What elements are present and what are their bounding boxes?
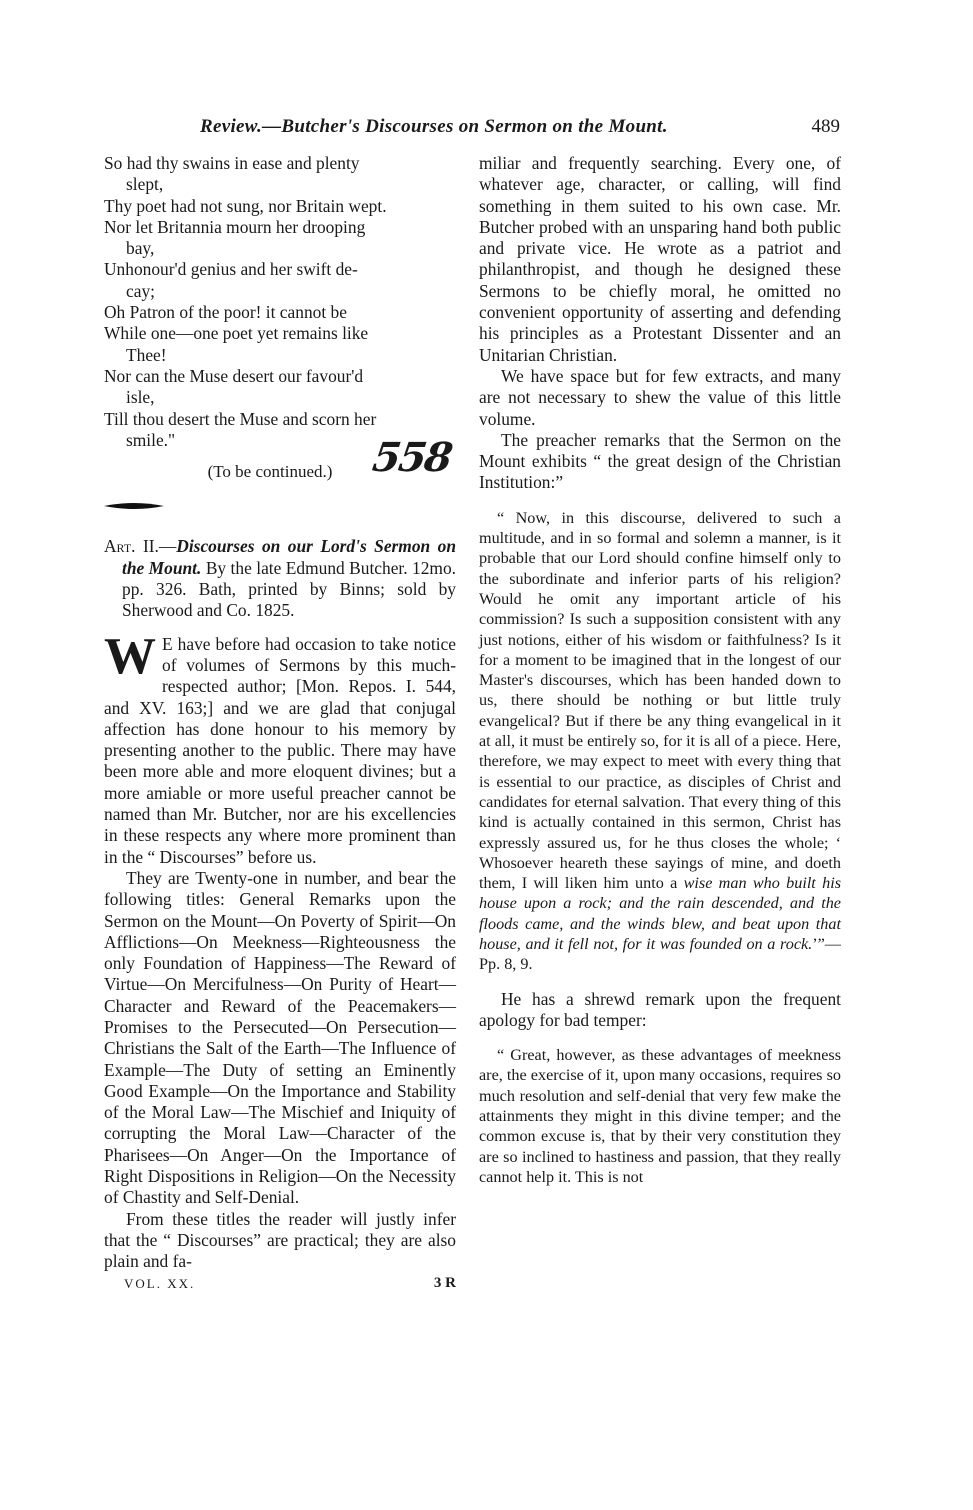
section-divider-ornament <box>104 501 164 511</box>
poem-line <box>104 323 456 366</box>
block-quote: “ Great, however, as these advantages of meekness are, the exercise of it, upon many occasions, requires so much resolution and self-denial that very few make the attainments they might in this divine temper; and the common excuse is, that by their very constitution they are so inclined to hastiness and passion, that they really cannot help it. This is not <box>479 1046 841 1186</box>
quote-text: “ Now, in this discourse, delivered to such a multitude, and in so formal and solemn a manner, is it probable that our Lord should confine himself only to the subordinate and inferior parts of his religion? Would he omit any important article of his commission? Is such a supposition consistent with any just notions, either of his wisdom or faithfulness? Is it for a moment to be imagined that in the longest of our Master's discourses, which has been handed down to us, there should be nothing or but little truly evangelical? But if there be any thing evangelical in it at all, it must be entirely so, for it is all of a piece. Here, therefore, we may expect to meet with every thing that is essential to our practice, as disciples of Christ and candidates for eternal salvation. That every thing of this kind is actually contained in this sermon, Christ has expressly assured us, for he thus closes the whole; ‘ Whosoever heareth these sayings of mine, and doeth them, I will liken him unto a <box>479 508 841 893</box>
poem-line-text: While one—one poet yet remains like <box>104 323 369 344</box>
signature-mark: 3 R <box>433 1274 456 1291</box>
poem-line-continuation: bay, <box>126 238 155 259</box>
right-column <box>479 153 841 1187</box>
quote-citation: ’”—Pp. 8, 9. <box>479 934 841 974</box>
poem-line-text: Oh Patron of the poor! it cannot be <box>104 302 347 323</box>
article-title: Discourses on our Lord's Sermon on the Mount. <box>122 536 456 578</box>
poem-line <box>104 302 456 323</box>
poem-line <box>104 259 456 302</box>
block-quote <box>479 508 841 975</box>
poem-line-text: Thy poet had not sung, nor Britain wept. <box>104 195 387 216</box>
handwritten-number: 558 <box>369 434 454 482</box>
poem-line-continuation: Thee! <box>126 344 167 365</box>
running-head-title: Review.—Butcher's Discourses on Sermon on the Mount. <box>200 116 668 137</box>
poem-line <box>104 153 456 196</box>
poem-line-continuation: cay; <box>126 280 155 301</box>
drop-cap: W <box>104 627 156 685</box>
page-number: 489 <box>811 116 840 137</box>
poem-line-text: Nor can the Muse desert our favour'd <box>104 365 364 386</box>
paragraph: He has a shrewd remark upon the frequent apology for bad temper: <box>479 988 841 1030</box>
paragraph: From these titles the reader will justly infer that the “ Discourses” are practical; they are also plain and fa- <box>104 1208 456 1272</box>
poem-line-continuation: isle, <box>126 387 155 408</box>
left-column <box>104 153 456 1295</box>
article-details: By the late Edmund Butcher. 12mo. pp. 326. Bath, printed by Binns; sold by Sherwood and Co. 1825. <box>122 557 456 621</box>
poem-line-continuation: slept, <box>126 174 164 195</box>
running-head <box>200 116 840 142</box>
paragraph: They are Twenty-one in number, and bear the following titles: General Remarks upon the Sermon on the Mount—On Poverty of Spirit—On Afflictions—On Meekness—Righteousness the only Foundation of Happiness—The Reward of Virtue—On Mercifulness—On Purity of Heart—Character and Reward of the Peacemakers—Promises to the Persecuted—On Persecution—Christians the Salt of the Earth—The Influence of Example—The Duty of setting an Eminently Good Example—On the Importance and Stability of the Moral Law—The Mischief and Iniquity of corrupting the Moral Law—Character of the Pharisees—On Anger—On the Importance of Right Dispositions in Religion—On the Necessity of Chastity and Self-Denial. <box>104 867 456 1208</box>
article-label: Art. II.— <box>104 536 177 557</box>
paragraph <box>104 627 456 868</box>
paragraph-text: E have before had occasion to take notice of volumes of Sermons by this much-respected author; [Mon. Repos. I. 544, and XV. 163;] and we are glad that conjugal affection has done honour to his memory by presenting another to the public. There may have been more able and more eloquent divines; but a more amiable or more useful preacher cannot be named than Mr. Butcher, nor are his excellencies in these respects any where more prominent than in the “ Discourses” before us. <box>104 633 456 867</box>
to-be-continued-text: (To be continued.) <box>207 462 333 482</box>
paragraph: The preacher remarks that the Sermon on the Mount exhibits “ the great design of the Christian Institution:” <box>479 429 841 493</box>
poem <box>104 153 456 451</box>
poem-line-text: Nor let Britannia mourn her drooping <box>104 216 366 237</box>
poem-line <box>104 217 456 260</box>
poem-line <box>104 366 456 409</box>
article-heading <box>104 536 456 621</box>
page-signature <box>104 1273 456 1295</box>
paragraph: miliar and frequently searching. Every one, of whatever age, character, or calling, will find something in them suited to his own case. Mr. Butcher probed with an unsparing hand both public and private vice. He wrote as a patriot and philanthropist, and though he designed these Sermons to be chiefly moral, he omitted no convenient opportunity of asserting and defending his principles as a Protestant Dissenter and an Unitarian Christian. <box>479 153 841 365</box>
quote-italic-text: wise man who built his house upon a rock; and the rain descended, and the floods came, and the winds blew, and beat upon that house, and it fell not, for it was founded on a rock. <box>479 874 841 953</box>
poem-line-text: Till thou desert the Muse and scorn her <box>104 408 377 429</box>
poem-line <box>104 196 456 217</box>
paragraph: We have space but for few extracts, and many are not necessary to shew the value of this little volume. <box>479 365 841 429</box>
poem-line-text: Unhonour'd genius and her swift de- <box>104 259 358 280</box>
poem-line-text: So had thy swains in ease and plenty <box>104 153 360 173</box>
volume-label: VOL. XX. <box>124 1275 196 1291</box>
poem-line-continuation: smile." <box>126 429 176 450</box>
